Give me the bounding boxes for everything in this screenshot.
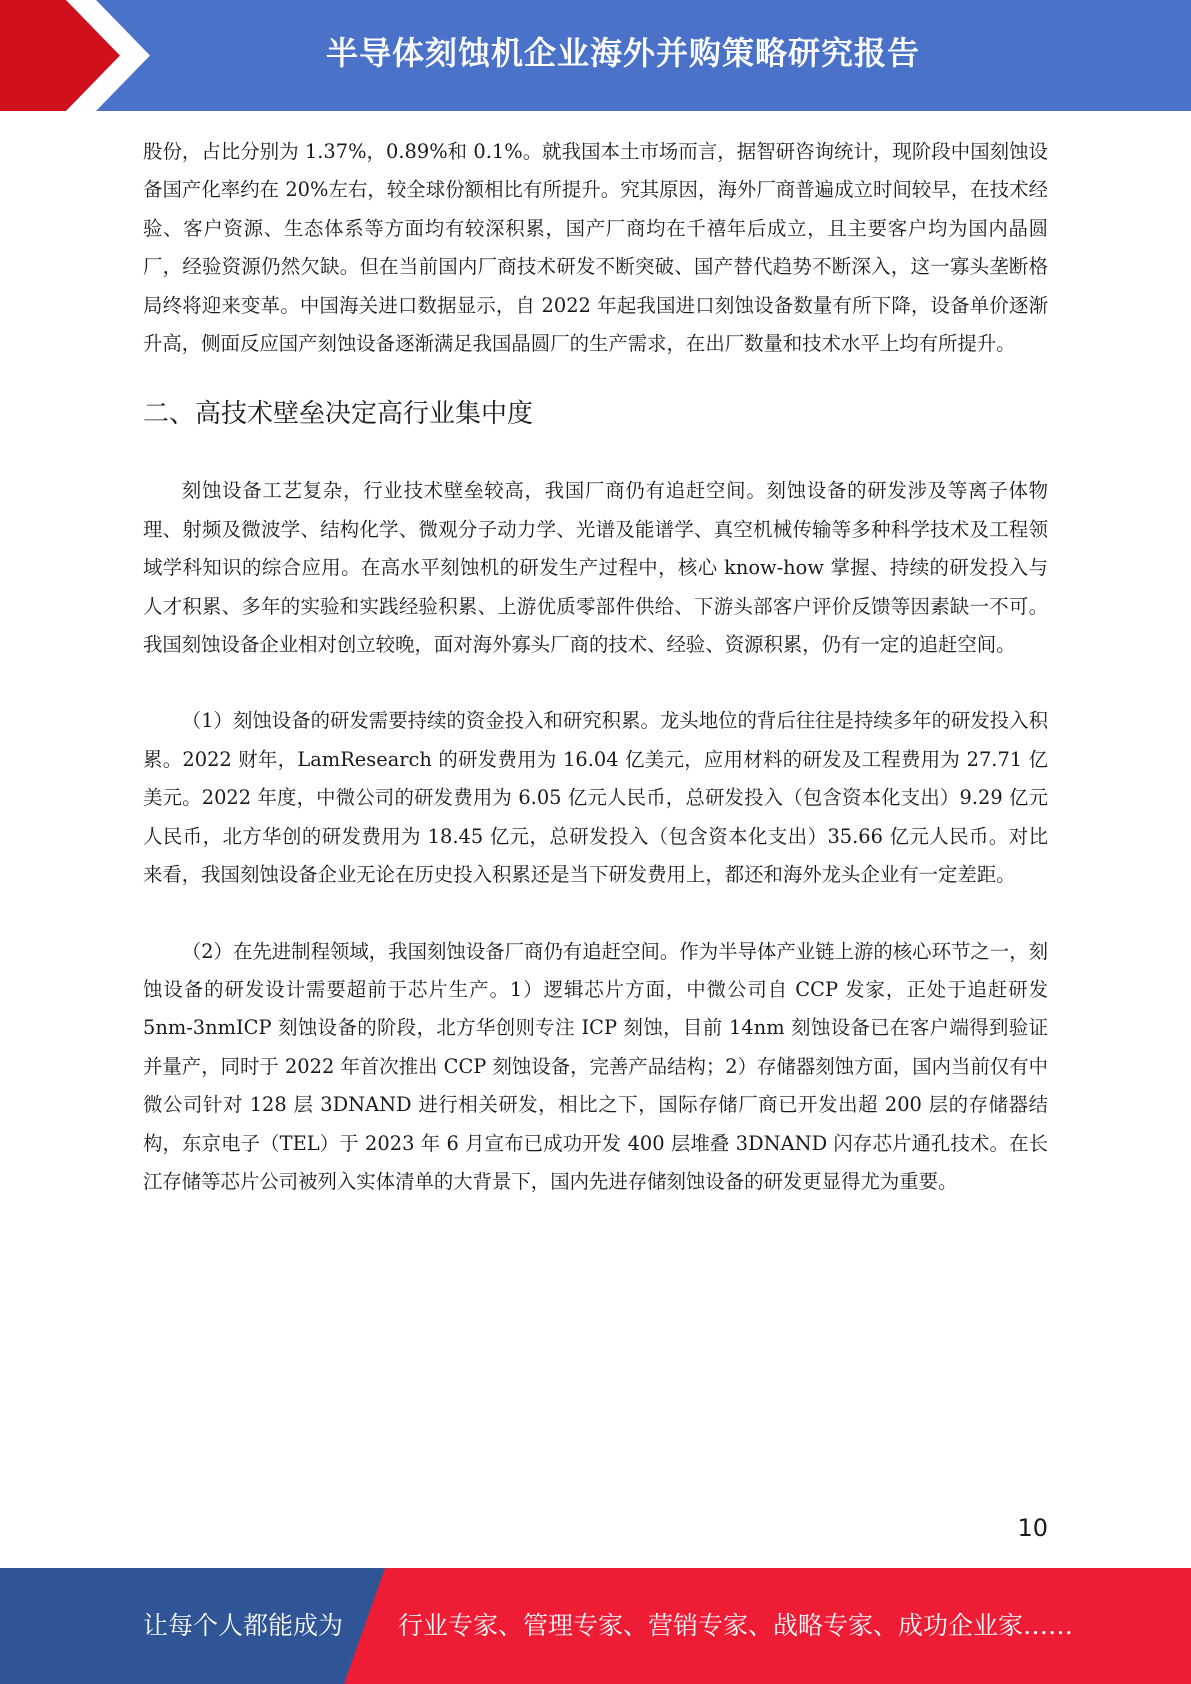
paragraph-rd-investment: （1）刻蚀设备的研发需要持续的资金投入和研究积累。龙头地位的背后往往是持续多年的研发投入积累。2022 财年，LamResearch 的研发费用为 16.04 亿美元，应用材料的研发及工程费用为 27.71 亿美元。2022 年度，中微公司的研发费用为 6.05 亿元人民币，总研发投入（包含资本化支出）9.29 亿元人民币，北方华创的研发费用为 18.45 亿元，总研发投入（包含资本化支出）35.66 亿元人民币。对比来看，我国刻蚀设备企业无论在历史投入积累还是当下研发费用上，都还和海外龙头企业有一定差距。 [143,709,1048,887]
page-footer [0,1568,1191,1684]
page-header [0,0,1191,111]
paragraph-tech-barrier: 刻蚀设备工艺复杂，行业技术壁垒较高，我国厂商仍有追赶空间。刻蚀设备的研发涉及等离子体物理、射频及微波学、结构化学、微观分子动力学、光谱及能谱学、真空机械传输等多种科学技术及工程领域学科知识的综合应用。在高水平刻蚀机的研发生产过程中，核心 know-how 掌握、持续的研发投入与人才积累、多年的实验和实践经验积累、上游优质零部件供给、下游头部客户评价反馈等因素缺一不可。我国刻蚀设备企业相对创立较晚，面对海外寡头厂商的技术、经验、资源积累，仍有一定的追赶空间。 [143,479,1048,657]
page-number: 10 [1017,1514,1048,1542]
report-title: 半导体刻蚀机企业海外并购策略研究报告 [325,34,920,72]
document-body [143,133,1048,1201]
footer-slogan-right: 行业专家、管理专家、营销专家、战略专家、成功企业家…… [398,1611,1074,1640]
footer-slogan-left: 让每个人都能成为 [143,1611,344,1640]
paragraph-advanced-process: （2）在先进制程领域，我国刻蚀设备厂商仍有追赶空间。作为半导体产业链上游的核心环节之一，刻蚀设备的研发设计需要超前于芯片生产。1）逻辑芯片方面，中微公司自 CCP 发家，正处于追赶研发 5nm-3nmICP 刻蚀设备的阶段，北方华创则专注 ICP 刻蚀，目前 14nm 刻蚀设备已在客户端得到验证并量产，同时于 2022 年首次推出 CCP 刻蚀设备，完善产品结构；2）存储器刻蚀方面，国内当前仅有中微公司针对 128 层 3DNAND 进行相关研发，相比之下，国际存储厂商已开发出超 200 层的存储器结构，东京电子（TEL）于 2023 年 6 月宣布已成功开发 400 层堆叠 3DNAND 闪存芯片通孔技术。在长江存储等芯片公司被列入实体清单的大背景下，国内先进存储刻蚀设备的研发更显得尤为重要。 [143,939,1048,1193]
section-heading: 二、高技术壁垒决定高行业集中度 [143,399,534,430]
paragraph-market-share: 股份，占比分别为 1.37%，0.89%和 0.1%。就我国本土市场而言，据智研咨询统计，现阶段中国刻蚀设备国产化率约在 20%左右，较全球份额相比有所提升。究其原因，海外厂商普遍成立时间较早，在技术经验、客户资源、生态体系等方面均有较深积累，国产厂商均在千禧年后成立，且主要客户均为国内晶圆厂，经验资源仍然欠缺。但在当前国内厂商技术研发不断突破、国产替代趋势不断深入，这一寡头垄断格局终将迎来变革。中国海关进口数据显示，自 2022 年起我国进口刻蚀设备数量有所下降，设备单价逐渐升高，侧面反应国产刻蚀设备逐渐满足我国晶圆厂的生产需求，在出厂数量和技术水平上均有所提升。 [143,140,1048,356]
